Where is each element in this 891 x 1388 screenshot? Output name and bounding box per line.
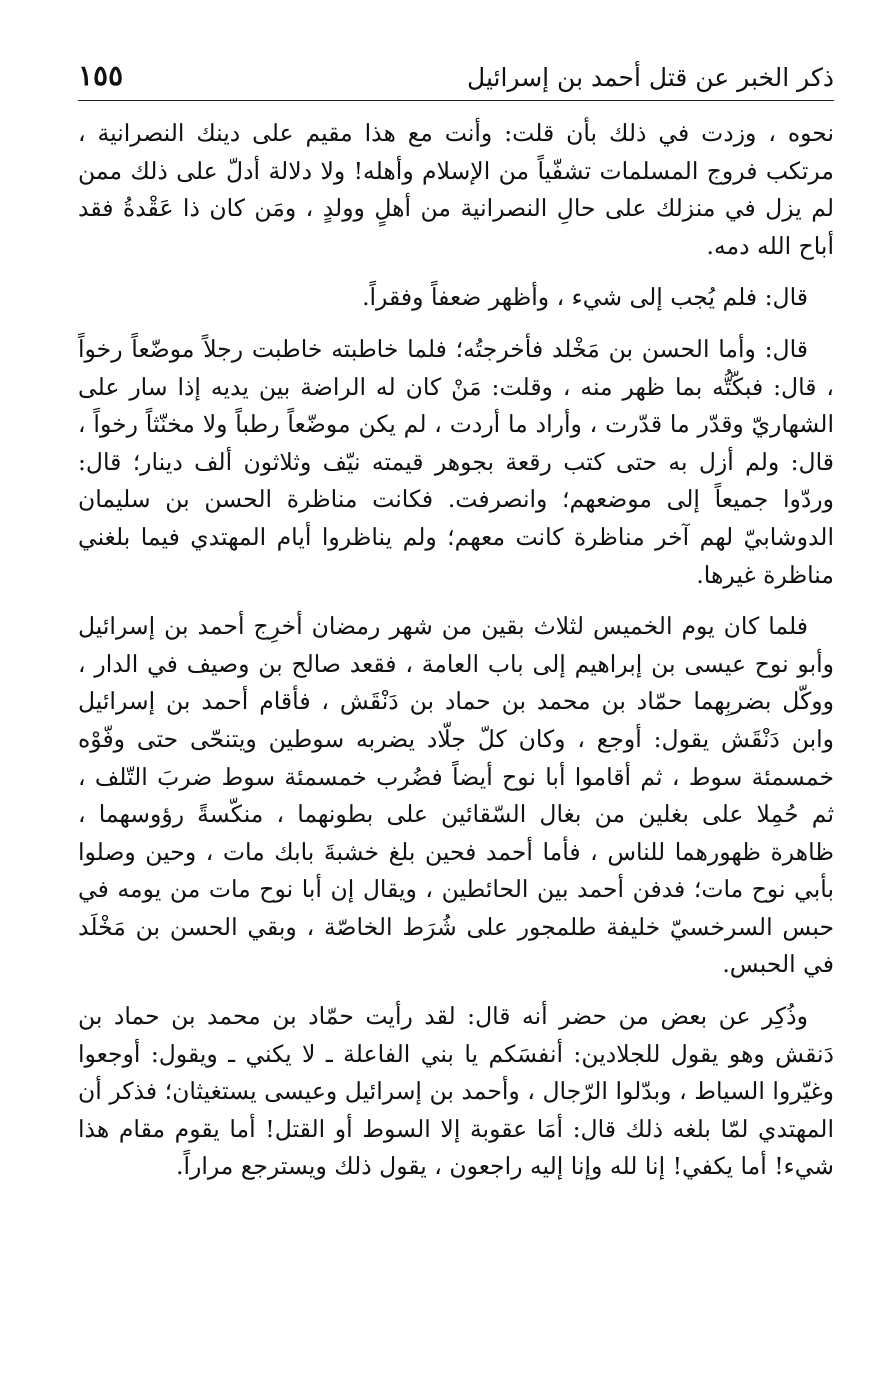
running-header — [78, 56, 834, 101]
paragraph-4: فلما كان يوم الخميس لثلاث بقين من شهر رمضان أخرِج أحمد بن إسرائيل وأبو نوح عيسى بن إبراهيم إلى باب العامة ، فقعد صالح بن وصيف في الدار ، ووكّل بضربِهما حمّاد بن محمد بن حماد بن دَنْقَش ، فأقام أحمد بن إسرائيل وابن دَنْقَش يقول: أوجع ، وكان كلّ جلّاد يضربه سوطين ويتنحّى حتى وفّوْه خمسمئة سوط ، ثم أقاموا أبا نوح أيضاً فضُرب خمسمئة سوط ضربَ التّلف ، ثم حُمِلا على بغلين من بغال السّقائين على بطونهما ، منكّسةً رؤوسهما ، ظاهرة ظهورهما للناس ، فأما أحمد فحين بلغ خشبةَ بابك مات ، وحين وصلوا بأبي نوح مات؛ فدفن أحمد بين الحائطين ، ويقال إن أبا نوح مات من يومه في حبس السرخسيّ خليفة طلمجور على شُرَط الخاصّة ، وبقي الحسن بن مَخْلَد في الحبس. — [78, 612, 834, 979]
paragraph-5: وذُكِر عن بعض من حضر أنه قال: لقد رأيت حمّاد بن محمد بن حماد بن دَنقش وهو يقول للجلادين: أنفسَكم يا بني الفاعلة ـ لا يكني ـ ويقول: أوجعوا وغيّروا السياط ، وبدّلوا الرّجال ، وأحمد بن إسرائيل وعيسى يستغيثان؛ فذكر أن المهتدي لمّا بلغه ذلك قال: أمَا عقوبة إلا السوط أو القتل! أما يقوم مقام هذا شيء! أما يكفي! إنا لله وإنا إليه راجعون ، يقول ذلك ويسترجع مراراً. — [78, 1002, 834, 1181]
body-text — [78, 115, 834, 1186]
paragraph-2: قال: فلم يُجب إلى شيء ، وأظهر ضعفاً وفقراً. — [362, 283, 808, 312]
paragraph-1: نحوه ، وزدت في ذلك بأن قلت: وأنت مع هذا مقيم على دينك النصرانية ، مرتكب فروج المسلمات تشفّياً من الإسلام وأهله! ولا دلالة أدلّ على ذلك ممن لم يزل في منزلك على حالِ النصرانية من أهلٍ وولدٍ ، ومَن كان ذا عَقْدةُ فقد أباح الله دمه. — [78, 119, 834, 260]
page-number: ١٥٥ — [78, 59, 124, 92]
chapter-title: ذكر الخبر عن قتل أحمد بن إسرائيل — [467, 63, 834, 92]
book-page — [78, 56, 834, 1186]
paragraph-3: قال: وأما الحسن بن مَخْلد فأخرجتُه؛ فلما خاطبته خاطبت رجلاً موضّعاً رخواً ، قال: فبكّتُّه بما ظهر منه ، وقلت: مَنْ كان له الراضة بين يديه إذا سار على الشهاريّ وقدّر ما قدّرت ، وأراد ما أردت ، لم يكن موضّعاً رطباً ولا مخنّثاً رخواً ، قال: ولم أزل به حتى كتب رقعة بجوهر قيمته نيّف وثلاثون ألف دينار؛ قال: وردّوا جميعاً إلى موضعهم؛ وانصرفت. فكانت مناظرة الحسن بن سليمان الدوشابيّ لهم آخر مناظرة كانت معهم؛ ولم يناظروا أيام المهتدي فيما بلغني مناظرة غيرها. — [78, 334, 834, 589]
